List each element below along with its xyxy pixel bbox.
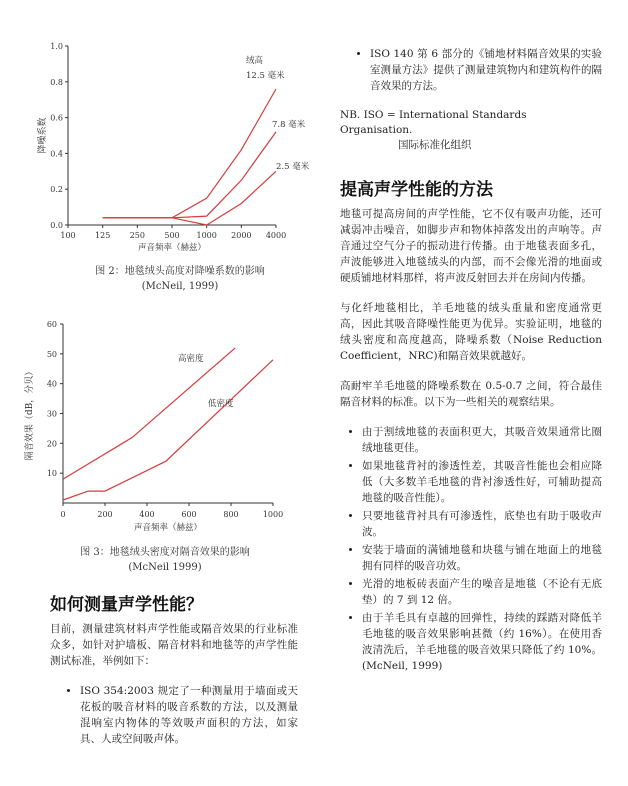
- series-line-2: [103, 132, 276, 218]
- x-tick-label: 125: [95, 231, 111, 240]
- right-column: [340, 46, 602, 676]
- measure-list: [50, 683, 298, 747]
- figure-2-caption-title: 图 2：地毯绒头高度对降噪系数的影响: [95, 266, 265, 277]
- x-tick-label: 800: [223, 510, 239, 519]
- legend-title: 绒高: [246, 56, 264, 66]
- x-tick-label: 600: [181, 510, 197, 519]
- observations-list: [340, 424, 602, 674]
- x-tick-label: 500: [164, 231, 180, 240]
- y-tick-label: 0.6: [50, 113, 63, 123]
- series-line-1: [103, 89, 276, 218]
- y-tick-label: 0.2: [50, 185, 63, 195]
- x-axis-title: 声音频率（赫兹）: [133, 523, 203, 533]
- y-tick-label: 40: [46, 379, 57, 389]
- y-tick-label: 60: [46, 320, 57, 329]
- figure-2-caption: [45, 264, 315, 294]
- x-tick-label: 0: [60, 510, 66, 519]
- improve-para-1: 地毯可提高房间的声学性能，它不仅有吸声功能，还可减弱冲击噪音，如脚步声和物体掉落发出的声响等。声音通过空气分子的振动进行传播。由于地毯表面多孔，声波能够进入地毯绒头的内部，而不会像光滑的地面或硬质铺地材料那样，将声波反射回去并在房间内传播。: [340, 208, 602, 284]
- series-label: 低密度: [208, 399, 234, 409]
- x-tick-label: 1000: [196, 231, 217, 240]
- x-tick-label: 200: [97, 510, 113, 519]
- list-item: • 由于割绒地毯的表面积更大，其吸音效果通常比圈绒地毯更佳。: [362, 424, 602, 456]
- series-label: 高密度: [178, 354, 204, 364]
- list-item: • 如果地毯背衬的渗透性差，其吸音性能也会相应降低（大多数羊毛地毯的背衬渗透性好，可辅助提高地毯的吸音性能）。: [362, 458, 602, 506]
- nb-note: [340, 108, 602, 153]
- x-axis-title: 声音频率（赫兹）: [137, 243, 207, 253]
- figure-3-caption-source: (McNeil 1999): [128, 562, 202, 573]
- x-tick-label: 4000: [265, 231, 287, 240]
- list-item: • 光滑的地板砖表面产生的噪音是地毯（不论有无底垫）的 7 到 12 倍。: [362, 576, 602, 608]
- y-axis-title: 降噪系数: [38, 117, 48, 154]
- nb-line-2: 国际标准化组织: [398, 139, 472, 151]
- series-label: 2.5 毫米: [276, 162, 310, 172]
- improve-para-3: 高耐牢羊毛地毯的降噪系数在 0.5-0.7 之间，符合最佳隔音材料的标准。以下为一些相关的观察结果。: [340, 380, 602, 408]
- x-tick-label: 100: [60, 231, 76, 240]
- list-item: • 由于羊毛具有卓越的回弹性，持续的踩踏对降低羊毛地毯的吸音效果影响甚微（约 16%）。在使用香波清洗后，羊毛地毯的吸音效果只降低了约 10%。(McNeil, 1999): [362, 610, 602, 674]
- list-item: • 安装于墙面的满铺地毯和块毯与铺在地面上的地毯拥有同样的吸音功效。: [362, 542, 602, 574]
- series-line-2: [63, 360, 273, 500]
- y-tick-label: 20: [46, 439, 57, 449]
- figure-2-caption-source: (McNeil, 1999): [141, 281, 219, 292]
- x-tick-label: 1000: [262, 510, 284, 519]
- y-tick-label: 0.8: [50, 77, 63, 87]
- list-item: • ISO 354:2003 规定了一种测量用于墙面或天花板的吸音材料的吸音系数的方法，以及测量混响室内物体的等效吸声面积的方法，如家具、人或空间吸声体。: [80, 683, 298, 747]
- section-heading-improve: 提高声学性能的方法: [340, 180, 493, 200]
- figure-2-chart: [28, 36, 310, 253]
- figure-3-chart: [18, 316, 286, 532]
- left-column: [50, 590, 298, 749]
- y-tick-label: 30: [46, 409, 57, 419]
- series-line-1: [63, 348, 235, 479]
- list-item: • 只要地毯背衬具有可渗透性，底垫也有助于吸收声波。: [362, 508, 602, 540]
- section-heading-measure: 如何测量声学性能？: [50, 595, 203, 615]
- y-tick-label: 0.0: [50, 221, 63, 230]
- y-tick-label: 1.0: [50, 42, 63, 51]
- figure-3-caption-title: 图 3：地毯绒头密度对隔音效果的影响: [80, 547, 250, 558]
- series-label: 12.5 毫米: [246, 71, 285, 81]
- x-tick-label: 400: [139, 510, 155, 519]
- nb-line-1: NB. ISO = International Standards Organisation.: [340, 109, 527, 136]
- y-tick-label: 10: [46, 469, 57, 479]
- measure-intro: 目前，测量建筑材料声学性能或隔音效果的行业标准众多，如针对护墙板、隔音材料和地毯等的声学性能测试标准，举例如下：: [50, 623, 298, 667]
- improve-para-2: 与化纤地毯相比，羊毛地毯的绒头重量和密度通常更高，因此其吸音降噪性能更为优异。实验证明，地毯的绒头密度和高度越高，降噪系数（Noise Reduction Coefficient，NRC)和隔音效果就越好。: [340, 302, 602, 362]
- x-tick-label: 250: [129, 231, 145, 240]
- list-item: • ISO 140 第 6 部分的《铺地材料隔音效果的实验室测量方法》提供了测量建筑物内和建筑构件的隔音效果的方法。: [370, 46, 602, 94]
- series-label: 7.8 毫米: [272, 120, 306, 130]
- y-tick-label: 0.4: [50, 149, 63, 159]
- iso140-list: [340, 46, 602, 94]
- figure-3-caption: [40, 545, 290, 575]
- y-axis-title: 隔音效果（dB，分贝）: [25, 366, 35, 461]
- y-tick-label: 50: [46, 349, 57, 359]
- x-tick-label: 2000: [231, 231, 252, 240]
